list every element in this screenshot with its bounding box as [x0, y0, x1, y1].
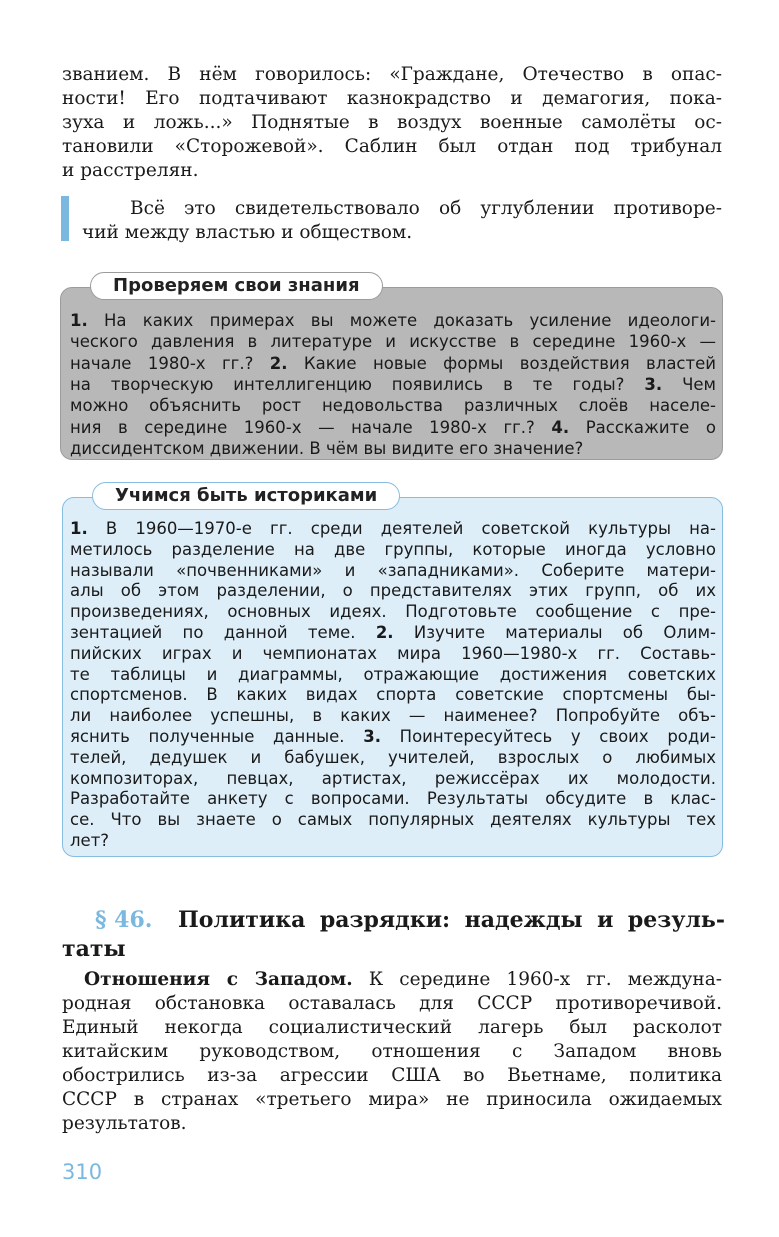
text-segment: Изучите материалы об Олим-: [393, 623, 716, 642]
text-segment: зентацией по данной теме.: [70, 623, 376, 642]
text-segment: Поинтересуйтесь у своих роди-: [380, 727, 716, 746]
page-number: 310: [62, 1160, 103, 1184]
text-segment: На каких примерах вы можете доказать усиление идеологи-: [87, 311, 716, 330]
text-line: чий между властью и обществом.: [82, 222, 413, 243]
text-segment: на творческую интеллигенцию появились в те годы?: [70, 374, 645, 394]
text-segment: пийских играх и чемпионатах мира 1960—1980-х гг. Составь-: [70, 643, 716, 663]
text-segment: произведениях, основных идеях. Подготовьте сообщение с пре-: [70, 602, 716, 622]
text-segment: Чем: [662, 374, 717, 394]
text-line: [70, 437, 716, 461]
text-segment: те таблицы и диаграммы, отражающие достижения советских: [70, 664, 716, 684]
text-segment: начале 1980-х гг.?: [70, 353, 270, 373]
text-segment: лет?: [70, 831, 110, 850]
text-line: Единый некогда социалистический лагерь был расколот: [62, 1017, 722, 1038]
text-line: ности! Его подтачивают казнокрадство и демагогия, пока-: [62, 88, 722, 109]
text-segment: ческого давления в литературе и искусстве в середине 1960-х —: [70, 332, 716, 352]
text-segment: яснить полученные данные.: [70, 727, 364, 746]
section-title-continued: таты: [62, 936, 126, 962]
text-line: и расстрелян.: [62, 160, 199, 181]
task-number: 3.: [644, 374, 663, 394]
text-segment: Какие новые формы воздействия властей: [287, 353, 716, 373]
text-segment: Разработайте анкету с вопросами. Результаты обсудите в клас-: [70, 789, 716, 809]
subsection-lead: Отношения с Западом.: [84, 969, 353, 990]
task-number: 2.: [375, 623, 394, 642]
task-number: 1.: [70, 311, 88, 330]
task-number: 2.: [269, 353, 288, 373]
section-title: Политика разрядки: надежды и резуль-: [178, 907, 725, 933]
section-number: § 46.: [95, 907, 153, 933]
text-segment: композиторах, певцах, артистах, режиссёрах их молодости.: [70, 768, 716, 788]
text-line: Всё это свидетельствовало об углублении противоре-: [130, 198, 722, 219]
text-line: китайским руководством, отношения с Западом вновь: [62, 1041, 722, 1062]
text-segment: ли наиболее успешны, в каких — наименее? Попробуйте объ-: [70, 706, 716, 726]
text-segment: Расскажите о: [569, 417, 716, 437]
text-segment: В 1960—1970-е гг. среди деятелей советской культуры на-: [87, 519, 716, 538]
text-line: родная обстановка оставалась для СССР противоречивой.: [62, 993, 722, 1014]
text-segment: называли «почвенниками» и «западниками». Соберите матери-: [70, 560, 716, 580]
text-line: результатов.: [62, 1113, 187, 1134]
text-line: званием. В нём говорилось: «Граждане, Отечество в опас-: [62, 64, 722, 85]
text-segment: спортсменов. В каких видах спорта советские спортсмены бы-: [70, 685, 716, 705]
text-segment: алы об этом разделении, о представителях этих групп, об их: [70, 581, 716, 601]
check-knowledge-title: Проверяем свои знания: [90, 272, 383, 300]
task-number: 1.: [70, 519, 88, 538]
text-segment: можно объяснить рост недовольства различных слоёв населе-: [70, 396, 716, 416]
text-line: обострились из-за агрессии США во Вьетнаме, политика: [62, 1065, 722, 1086]
text-line: зуха и ложь...» Поднятые в воздух военные самолёты ос-: [62, 112, 722, 133]
text-line: [70, 829, 716, 853]
task-number: 3.: [363, 727, 381, 746]
text-line: СССР в странах «третьего мира» не приносила ожидаемых: [62, 1089, 722, 1110]
text-line: тановили «Сторожевой». Саблин был отдан под трибунал: [62, 136, 722, 157]
text-segment: диссидентском движении. В чём вы видите его значение?: [70, 438, 584, 458]
text-segment: ния в середине 1960-х — начале 1980-х гг.?: [70, 417, 552, 437]
historians-task-title: Учимся быть историками: [92, 482, 400, 510]
text-segment: телей, дедушек и бабушек, учителей, взрослых о любимых: [70, 747, 716, 767]
conclusion-accent-bar: [61, 196, 69, 241]
task-number: 4.: [551, 417, 570, 437]
text-line: Отношения с Западом. К середине 1960-х гг. междуна-: [84, 969, 722, 990]
text-segment: се. Что вы знаете о самых популярных деятелях культуры тех: [70, 810, 716, 830]
text-segment: метилось разделение на две группы, которые иногда условно: [70, 539, 716, 559]
